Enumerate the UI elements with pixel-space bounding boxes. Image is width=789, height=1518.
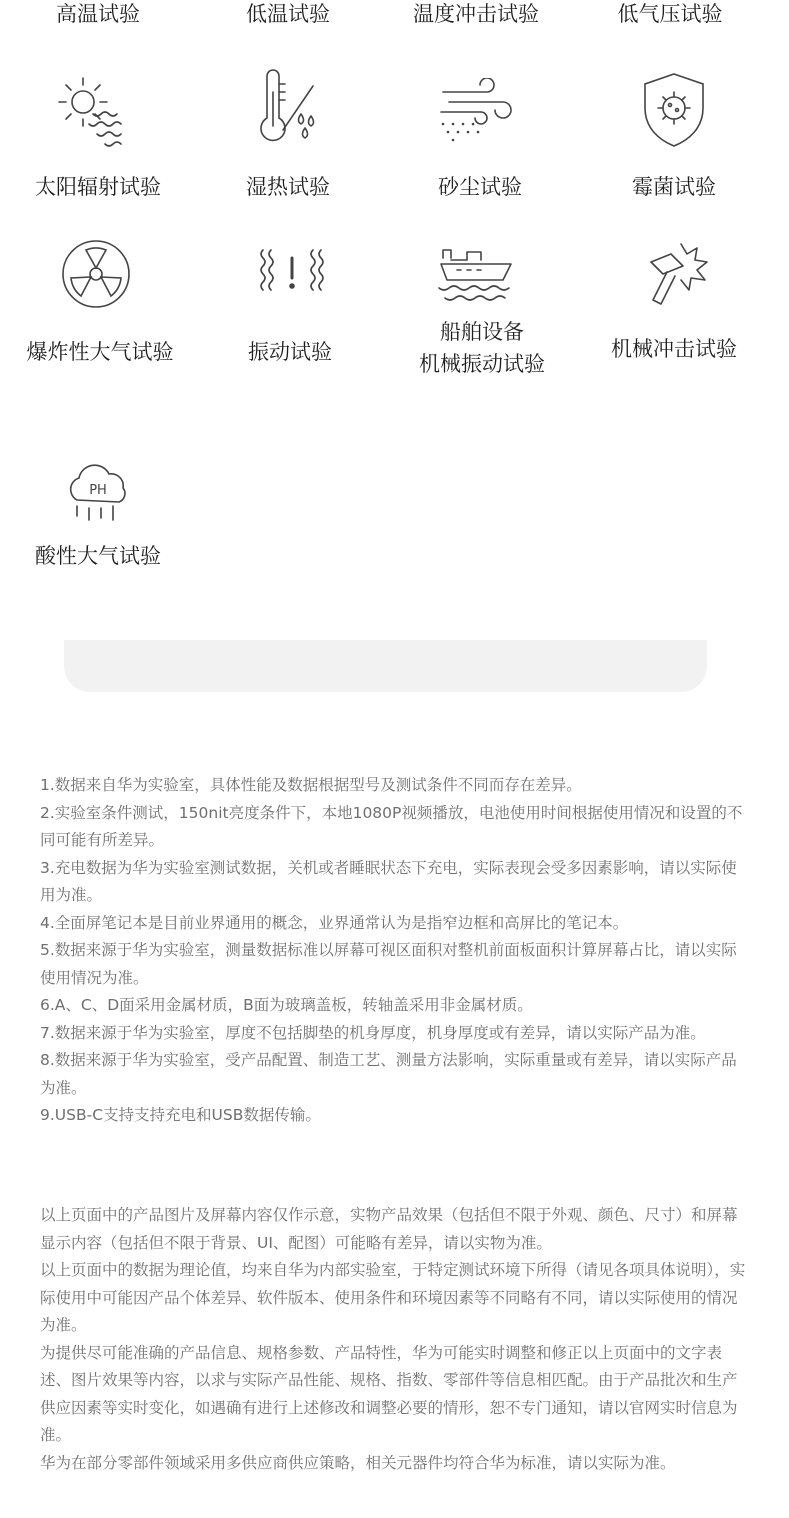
disclaimer-1: 以上页面中的产品图片及屏幕内容仅作示意，实物产品效果（包括但不限于外观、颜色、尺寸）和屏幕显示内容（包括但不限于背景、UI、配图）可能略有差异，请以实物为准。 [40,1206,738,1252]
test-label-thermal-shock: 温度冲击试验 [413,2,539,26]
footnote-6: 6.A、C、D面采用金属材质，B面为玻璃盖板，转轴盖采用非金属材质。 [40,996,533,1014]
ship-label-line1: 船舶设备 [440,320,524,344]
test-label-mold: 霉菌试验 [632,175,716,199]
disclaimer-4: 华为在部分零部件领域采用多供应商供应策略，相关元器件均符合华为标准，请以实际为准。 [40,1453,676,1472]
footnote-9: 9.USB-C支持支持充电和USB数据传输。 [40,1106,321,1124]
disclaimer [40,1202,752,1477]
mechanical-shock-icon [641,240,711,308]
test-label-sand-dust: 砂尘试验 [438,175,522,199]
test-label-solar-radiation: 太阳辐射试验 [35,175,161,199]
test-label-mechanical-shock: 机械冲击试验 [611,337,737,361]
section-divider-card [64,640,707,692]
footnote-1: 1.数据来自华为实验室，具体性能及数据根据型号及测试条件不同而存在差异。 [40,776,582,794]
ship-icon [437,244,519,304]
thermometer-humidity-icon [253,68,323,148]
footnote-2: 2.实验室条件测试，150nit亮度条件下，本地1080P视频播放，电池使用时间根据使用情况和设置的不同可能有所差异。 [40,803,743,849]
test-label-low-pressure: 低气压试验 [617,2,723,26]
footnote-5: 5.数据来源于华为实验室，测量数据标准以屏幕可视区面积对整机前面板面积计算屏幕占比，请以实际使用情况为准。 [40,941,737,987]
mold-shield-icon [639,70,709,150]
test-label-low-temp: 低温试验 [246,2,330,26]
test-label-high-temp: 高温试验 [56,2,140,26]
footnote-8: 8.数据来源于华为实验室，受产品配置、制造工艺、测量方法影响，实际重量或有差异，请以实际产品为准。 [40,1051,737,1097]
footnote-4: 4.全面屏笔记本是目前业界通用的概念，业界通常认为是指窄边框和高屏比的笔记本。 [40,913,629,932]
ship-label-line2: 机械振动试验 [419,352,545,376]
footnotes [40,772,752,1130]
test-label-ship-vibration [419,316,545,380]
test-label-vibration: 振动试验 [248,340,332,364]
sun-radiation-icon [53,72,139,152]
sand-dust-icon [437,78,519,142]
disclaimer-2: 以上页面中的数据为理论值，均来自华为内部实验室，于特定测试环境下所得（请见各项具体说明），实际使用中可能因产品个体差异、软件版本、使用条件和环境因素等不同略有不同，请以实际使用的情况为准。 [40,1261,746,1334]
vibration-icon [257,246,327,298]
disclaimer-3: 为提供尽可能准确的产品信息、规格参数、产品特性，华为可能实时调整和修正以上页面中的文字表述、图片效果等内容，以求与实际产品性能、规格、指数、零部件等信息相匹配。由于产品批次和生产供应因素等实时变化，如遇确有进行上述修改和调整必要的情形，恕不专门通知，请以官网实时信息为准。 [40,1343,738,1444]
test-label-explosive-atmosphere: 爆炸性大气试验 [26,340,174,364]
explosive-fan-icon [60,238,132,310]
test-label-damp-heat: 湿热试验 [246,175,330,199]
test-label-acid-atmosphere: 酸性大气试验 [35,544,161,568]
footnote-3: 3.充电数据为华为实验室测试数据，关机或者睡眠状态下充电，实际表现会受多因素影响，请以实际使用为准。 [40,858,737,904]
footnote-7: 7.数据来源于华为实验室，厚度不包括脚垫的机身厚度，机身厚度或有差异，请以实际产品为准。 [40,1023,706,1042]
acid-cloud-icon [63,464,133,524]
ph-text: PH [89,483,107,498]
